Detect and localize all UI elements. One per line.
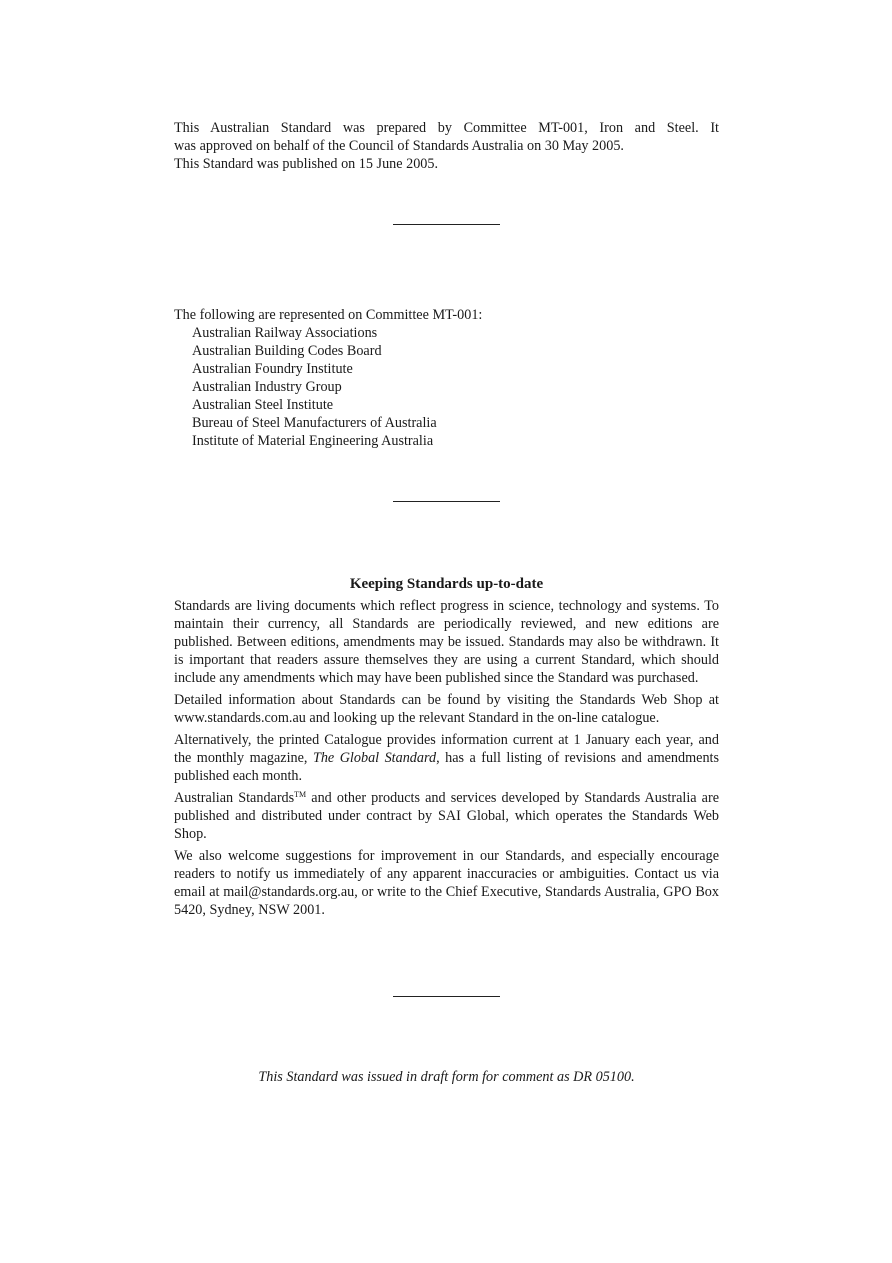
committee-section: [174, 306, 719, 450]
committee-member: Australian Industry Group: [192, 379, 342, 395]
catalogue-text-end: , has a full listing of revisions and amendments published each month.: [174, 750, 719, 784]
section-heading: Keeping Standards up-to-date: [349, 576, 544, 592]
sai-global-text: and other products and services developed by Standards Australia are published and distributed under contract by SAI Global, which operates the Standards Web Shop.: [174, 790, 719, 842]
paragraph-web-shop: Detailed information about Standards can be found by visiting the Standards Web Shop at www.standards.com.au and looking up the relevant Standard in the on-line catalogue.: [174, 692, 719, 726]
publication-date-line: This Standard was published on 15 June 2005.: [174, 156, 439, 172]
committee-member-list: [174, 324, 719, 450]
catalogue-text: Alternatively, the printed Catalogue provides information current at 1 January each year, and the monthly magazine,: [174, 732, 719, 766]
committee-member: Institute of Material Engineering Australia: [192, 433, 434, 449]
preparation-line-1: This Australian Standard was prepared by Committee MT-001, Iron and Steel. It: [174, 120, 719, 136]
committee-member: Australian Foundry Institute: [192, 361, 353, 377]
committee-member: Bureau of Steel Manufacturers of Australia: [192, 415, 437, 431]
separator-rule-2: [393, 501, 500, 502]
trademark-name: Australian Standards: [174, 790, 295, 806]
committee-member: Australian Railway Associations: [192, 325, 378, 341]
preparation-statement: [174, 119, 719, 173]
committee-intro: The following are represented on Committee MT-001:: [174, 307, 483, 323]
paragraph-sai-global: [174, 789, 719, 843]
paragraph-catalogue: [174, 731, 719, 785]
preparation-line-2: was approved on behalf of the Council of Standards Australia on 30 May 2005.: [174, 138, 624, 154]
separator-rule-1: [393, 224, 500, 225]
paragraph-living-documents: Standards are living documents which reflect progress in science, technology and systems. To maintain their currency, all Standards are periodically reviewed, and new editions are published. Between editions, amendments may be issued. Standards may also be withdrawn. It is important that readers assure themselves they are using a current Standard, which should include any amendments which may have been published since the Standard was purchased.: [174, 598, 719, 686]
magazine-title: The Global Standard: [312, 750, 437, 766]
committee-member: Australian Building Codes Board: [192, 343, 382, 359]
trademark-symbol: TM: [294, 790, 307, 799]
separator-rule-3: [393, 996, 500, 997]
keeping-standards-body: [174, 597, 719, 923]
draft-note: This Standard was issued in draft form for comment as DR 05100.: [258, 1069, 635, 1085]
committee-member: Australian Steel Institute: [192, 397, 334, 413]
paragraph-contact: We also welcome suggestions for improvement in our Standards, and especially encourage readers to notify us immediately of any apparent inaccuracies or ambiguities. Contact us via email at mail@standards.org.au, or write to the Chief Executive, Standards Australia, GPO Box 5420, Sydney, NSW 2001.: [174, 848, 719, 918]
